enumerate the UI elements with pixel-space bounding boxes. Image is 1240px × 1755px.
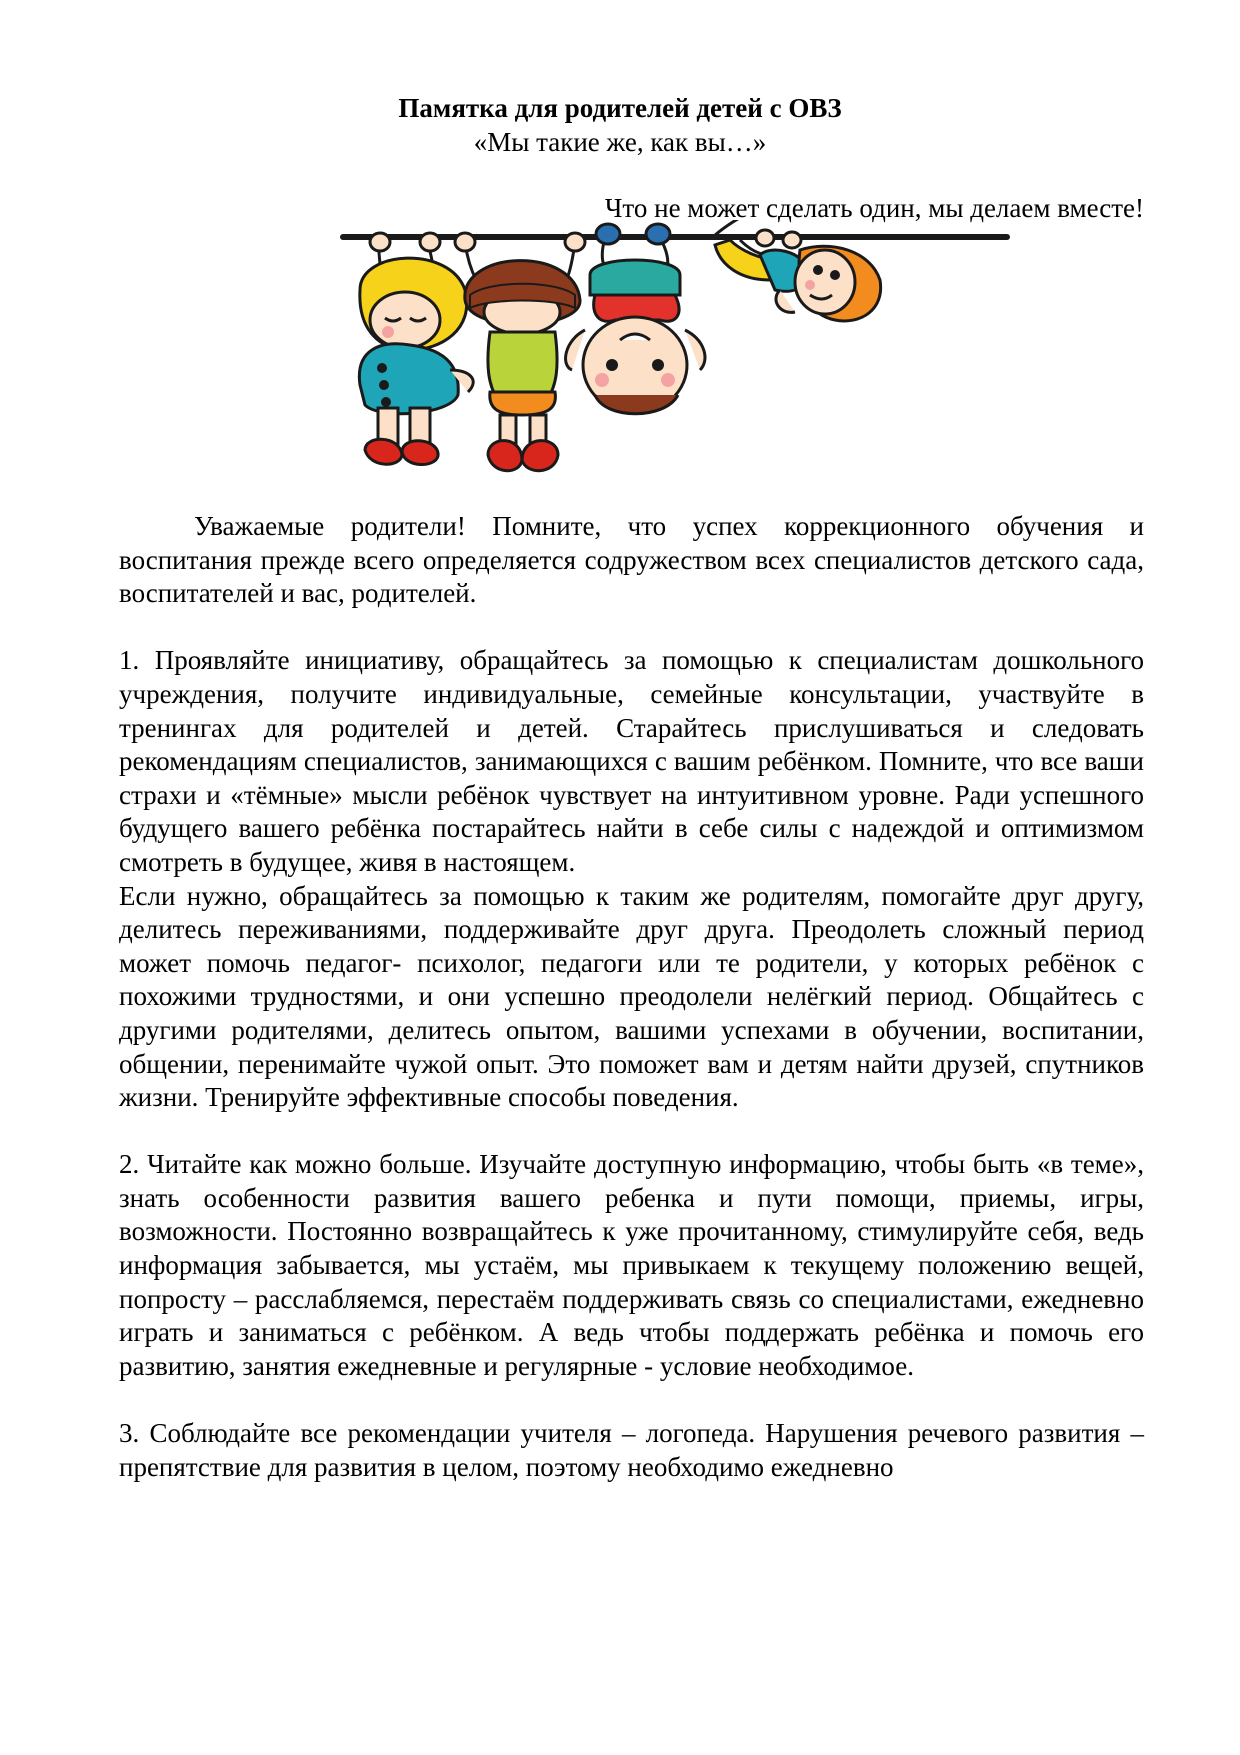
paragraph-intro: Уважаемые родители! Помните, что успех коррекционного обучения и воспитания прежде всего определяется содружеством всех специалистов детского сада, воспитателей и вас, родителей. — [119, 511, 1144, 609]
epigraph: Что не может сделать один, мы делаем вместе! — [604, 193, 1144, 223]
children-hanging-on-bar-illustration — [340, 220, 1020, 505]
body-text — [119, 510, 1144, 1484]
paragraph-1-continued: Если нужно, обращайтесь за помощью к таким же родителям, помогайте друг другу, делитесь переживаниями, поддерживайте друг друга. Преодолеть сложный период может помочь педагог- психолог, педагоги или те родители, у которых ребёнок с похожими трудностями, и они успешно преодолели нелёгкий период. Общайтесь с другими родителями, делитесь опытом, вашими успехами в обучении, воспитании, общении, перенимайте чужой опыт. Это поможет вам и детям найти друзей, спутников жизни. Тренируйте эффективные способы поведения. — [119, 880, 1144, 1113]
paragraph-1: 1. Проявляйте инициативу, обращайтесь за помощью к специалистам дошкольного учреждения, получите индивидуальные, семейные консультации, участвуйте в тренингах для родителей и детей. Старайтесь прислушиваться и следовать рекомендациям специалистов, занимающихся с вашим ребёнком. Помните, что все ваши страхи и «тёмные» мысли ребёнок чувствует на интуитивном уровне. Ради успешного будущего вашего ребёнка постарайтесь найти в себе силы с надеждой и оптимизмом смотреть в будущее, живя в настоящем. — [119, 645, 1144, 877]
paragraph-2: 2. Читайте как можно больше. Изучайте доступную информацию, чтобы быть «в теме», знать особенности развития вашего ребенка и пути помощи, приемы, игры, возможности. Постоянно возвращайтесь к уже прочитанному, стимулируйте себя, ведь информация забывается, мы устаём, мы привыкаем к текущему положению вещей, попросту – расслабляемся, перестаём поддерживать связь со специалистами, ежедневно играть и заниматься с ребёнком. А ведь чтобы поддержать ребёнка и помочь его развитию, занятия ежедневные и регулярные - условие необходимое. — [119, 1149, 1144, 1381]
child-upside-down — [566, 224, 705, 414]
child-yellow-hair — [359, 233, 473, 465]
paragraph-3: 3. Соблюдайте все рекомендации учителя – логопеда. Нарушения речевого развития – препятствие для развития в целом, поэтому необходимо ежедневно — [119, 1418, 1144, 1482]
document-subtitle: «Мы такие же, как вы…» — [473, 127, 767, 157]
document-title: Памятка для родителей детей с ОВЗ — [398, 93, 842, 123]
